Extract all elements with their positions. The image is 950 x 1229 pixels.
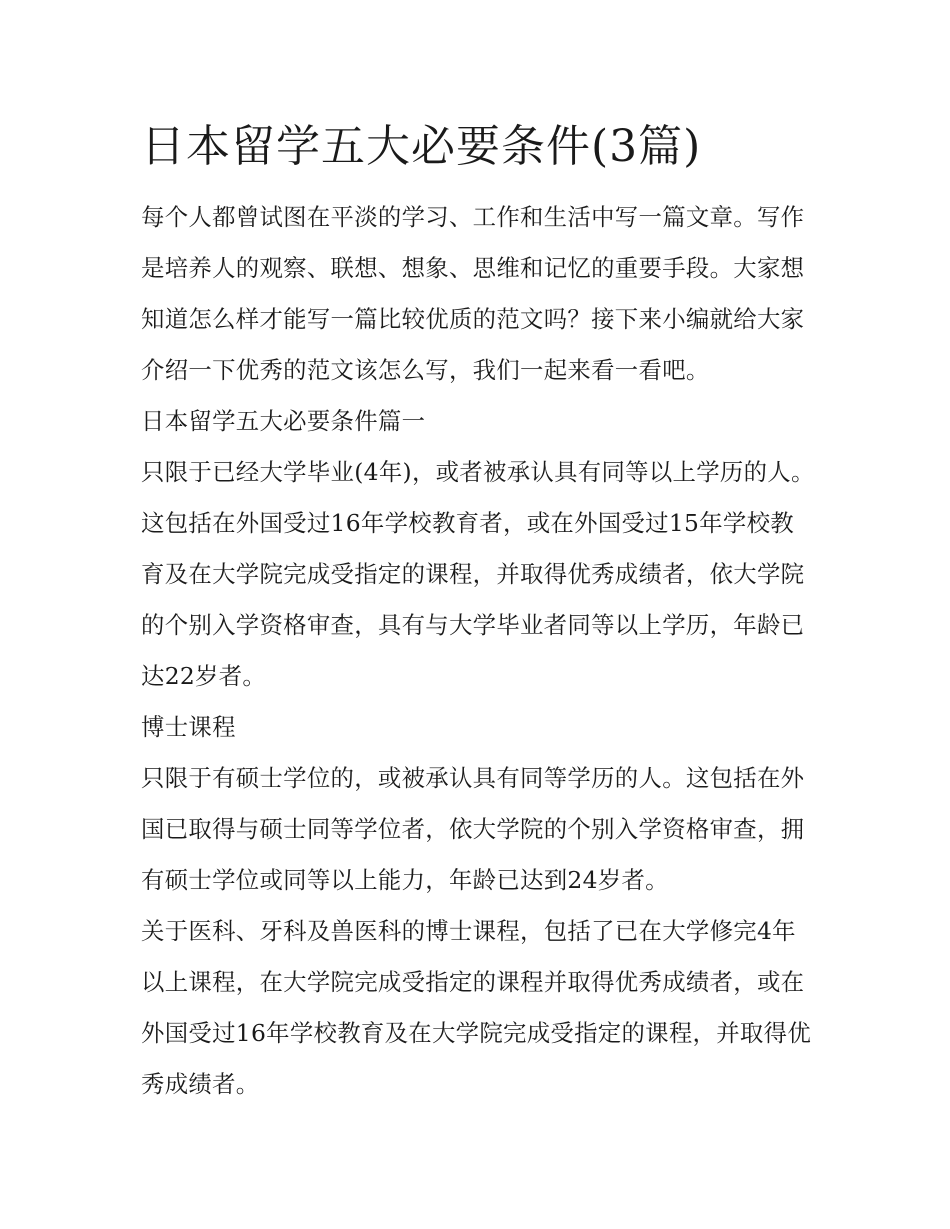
document-title: 日本留学五大必要条件(3篇) xyxy=(141,121,702,172)
section2-paragraph-2: 关于医科、牙科及兽医科的博士课程，包括了已在大学修完4年以上课程，在大学院完成受指定的课程并取得优秀成绩者，或在外国受过16年学校教育及在大学院完成受指定的课程，并取得优秀成绩者。 xyxy=(141,917,812,1098)
document-page xyxy=(141,116,816,1110)
section2-heading: 博士课程 xyxy=(141,713,236,741)
section2-paragraph-1: 只限于有硕士学位的，或被承认具有同等学历的人。这包括在外国已取得与硕士同等学位者，依大学院的个别入学资格审查，拥有硕士学位或同等以上能力，年龄已达到24岁者。 xyxy=(141,764,805,894)
intro-paragraph: 每个人都曾试图在平淡的学习、工作和生活中写一篇文章。写作是培养人的观察、联想、想象、思维和记忆的重要手段。大家想知道怎么样才能写一篇比较优质的范文吗？接下来小编就给大家介绍一下优秀的范文该怎么写，我们一起来看一看吧。 xyxy=(141,203,805,384)
section1-heading: 日本留学五大必要条件篇一 xyxy=(141,407,426,435)
section1-paragraph: 只限于已经大学毕业(4年)，或者被承认具有同等以上学历的人。这包括在外国受过16年学校教育者，或在外国受过15年学校教育及在大学院完成受指定的课程，并取得优秀成绩者，依大学院的个别入学资格审查，具有与大学毕业者同等以上学历，年龄已达22岁者。 xyxy=(141,458,815,690)
